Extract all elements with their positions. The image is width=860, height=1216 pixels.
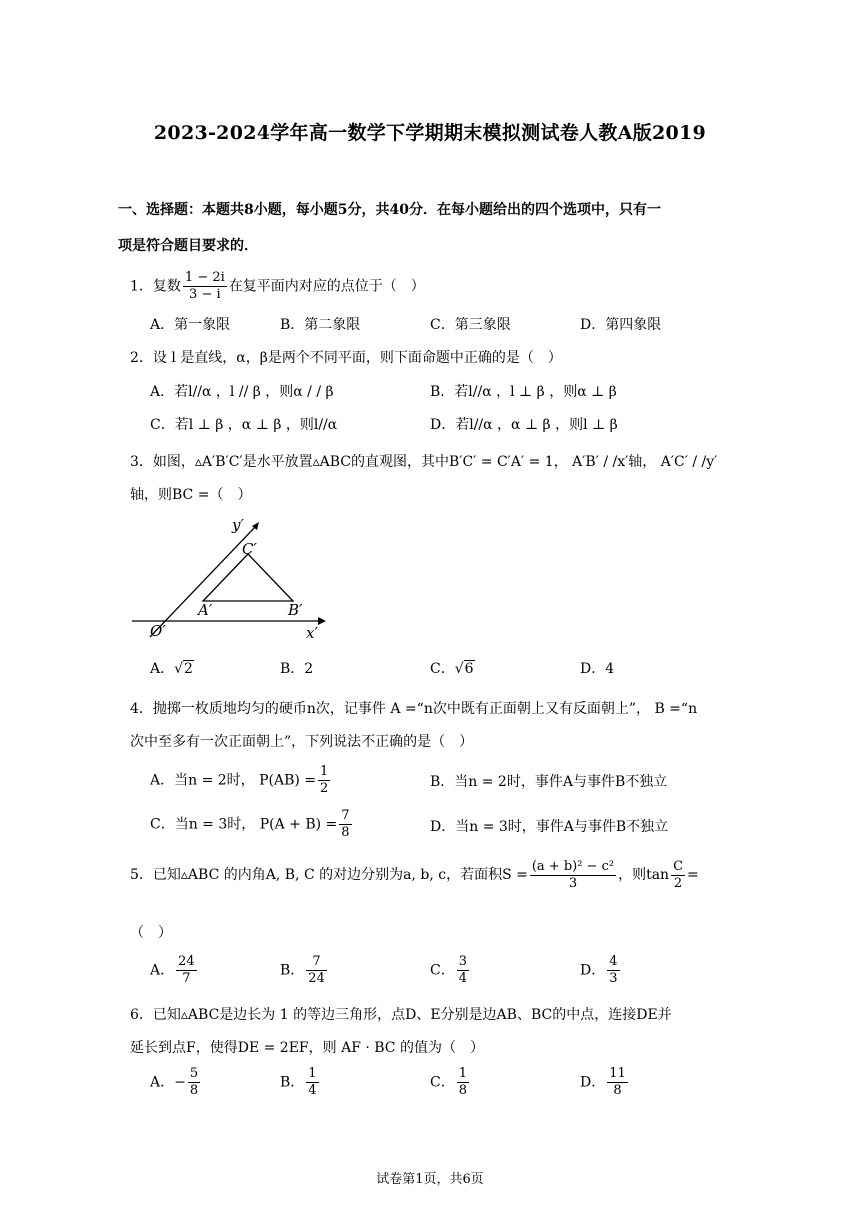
q1-frac-num: 1 − 2i [184,270,225,285]
q4-options-row1 [150,764,750,798]
label-b-prime: B′ [288,601,303,619]
question-5-paren: （ ） [130,925,172,941]
q6-option-d-fraction [607,1066,628,1099]
q6-option-a-num: 5 [189,1066,199,1081]
q5-option-b-num: 7 [306,954,327,971]
q5-option-c-label: C． [430,962,455,979]
question-3-line2: 轴，则BC =（ ） [130,487,252,503]
q3-option-c-label: C． [430,661,455,677]
q6-option-d-den: 8 [613,1083,622,1098]
x-axis-arrow [318,617,326,625]
page-title: 2023-2024学年高一数学下学期期末模拟测试卷人教A版2019 [153,122,707,144]
q5-option-a [150,954,199,987]
q5-option-a-fraction [176,954,197,987]
label-o-prime: O′ [150,622,166,640]
q4-option-c-text: C．当n = 3时， P(A + B) = [150,816,338,833]
page-footer: 试卷第1页，共6页 [376,1172,484,1187]
q6-option-a [150,1066,202,1099]
q6-options [150,1066,750,1102]
q2-option-a: A．若l//α ，l // β ，则α / / β [150,384,334,400]
q5-option-d-fraction [607,954,619,987]
triangle-abc-prime [203,554,293,601]
question-3-line1: 3．如图，▵A′B′C′是水平放置▵ABC的直观图，其中B′C′ = C′A′ = 1， A′B′ / /x′轴， A′C′ / /y′ [130,454,718,470]
q1-option-c: C．第三象限 [430,317,511,333]
q6-option-a-fraction [188,1066,200,1099]
q3-options [150,658,750,680]
q5-option-b-label: B． [280,962,305,979]
q5-area-fraction [530,859,616,892]
q4-option-a-text: A．当n = 2时， P(AB) = [150,772,317,789]
q6-option-c-den: 8 [458,1083,467,1098]
q3-option-a: A．√2 [150,661,193,677]
q3-option-a-label: A． [150,661,175,677]
q2-option-d: D．若l//α ，α ⊥ β ，则l ⊥ β [430,417,618,433]
q1-option-a: A．第一象限 [150,317,231,333]
q5-option-d-den: 3 [609,971,618,986]
q1-option-b: B．第二象限 [280,317,361,333]
q5-option-d-num: 4 [609,954,618,969]
q3-option-c: C．√6 [430,661,474,677]
q4-option-a-num: 1 [320,764,329,779]
q6-option-b-den: 4 [308,1083,317,1098]
q5-option-b-den: 24 [308,971,325,986]
q6-option-c-label: C． [430,1074,455,1091]
question-5 [130,858,750,892]
section-heading-line2: 项是符合题目要求的． [118,238,258,254]
q5-option-c [430,954,471,987]
q4-option-c-fraction [339,808,351,841]
q5-tan-fraction [671,859,685,892]
q4-option-a-den: 2 [320,781,329,796]
q3-option-b: B．2 [280,661,314,677]
label-y-prime: y′ [232,516,244,534]
q5-option-b [280,954,329,987]
q5-option-a-label: A． [150,962,175,979]
q6-option-b [280,1066,321,1099]
question-2: 2．设 l 是直线，α，β是两个不同平面，则下面命题中正确的是（ ） [130,350,562,366]
q4-option-a-fraction [318,764,330,797]
q6-option-d-num: 11 [609,1066,626,1081]
q6-option-c-fraction [457,1066,469,1099]
q5-option-d [580,954,622,987]
q1-fraction [183,270,227,303]
q2-options-row2 [150,414,750,434]
q2-option-c: C．若l ⊥ β ，α ⊥ β ，则l//α [150,417,338,433]
q6-option-b-num: 1 [308,1066,317,1081]
q5-equals: = [687,867,699,883]
q4-options-row2 [150,808,750,842]
q6-option-c [430,1066,471,1099]
q1-options [150,314,750,334]
label-x-prime: x′ [306,624,318,642]
q5-option-c-den: 4 [458,971,467,986]
q5-tan: ，则tan [618,867,670,883]
q3-option-d: D．4 [580,661,615,677]
q1-number: 1．复数 [130,278,181,295]
q4-option-c-num: 7 [341,808,350,823]
q1-option-d: D．第四象限 [580,317,662,333]
question-4-line1: 4．抛掷一枚质地均匀的硬币n次，记事件 A =“n次中既有正面朝上又有反面朝上”， B =“n [130,701,698,717]
q4-option-b: B．当n = 2时，事件A与事件B不独立 [430,774,668,790]
question-6-line1: 6．已知▵ABC是边长为 1 的等边三角形，点D、E分别是边AB、BC的中点，连接DE并 [130,1007,672,1023]
q4-option-c [150,808,354,841]
section-heading-line1: 一、选择题：本题共8小题，每小题5分，共40分．在每小题给出的四个选项中，只有一 [118,202,661,218]
q5-option-a-num: 24 [178,954,195,969]
q5-tan-den: 2 [673,875,683,891]
q2-option-b: B．若l//α ，l ⊥ β ，则α ⊥ β [430,384,617,400]
q3-option-c-radicand: 6 [464,661,474,677]
y-axis [150,526,256,637]
q6-option-a-den: 8 [189,1083,199,1098]
label-a-prime: A′ [198,601,213,619]
q6-option-a-label: A．− [150,1074,186,1091]
q5-area-num: (a + b)² − c² [531,858,615,874]
q5-option-b-fraction [306,954,327,987]
q1-stem-rest: 在复平面内对应的点位于（ ） [228,278,425,295]
q4-option-d: D．当n = 3时，事件A与事件B不独立 [430,819,669,835]
q2-options-row1 [150,381,750,401]
question-4-line2: 次中至多有一次正面朝上”，下列说法不正确的是（ ） [130,734,474,750]
q5-area-den: 3 [568,875,578,891]
q4-option-a [150,764,332,797]
q6-option-d-label: D． [580,1074,606,1091]
q6-option-b-label: B． [280,1074,305,1091]
q3-option-a-radicand: 2 [184,661,193,677]
q1-frac-den: 3 − i [189,287,221,302]
question-1 [130,270,750,303]
q4-option-c-den: 8 [341,825,350,840]
label-c-prime: C′ [242,540,257,558]
q5-option-a-den: 7 [182,971,191,986]
q5-options [150,954,750,990]
q5-tan-num: C [673,858,684,874]
q6-option-d [580,1066,630,1099]
q5-stem: 5．已知▵ABC 的内角A, B, C 的对边分别为a, b, c，若面积S = [130,867,528,883]
oblique-projection-figure [128,512,328,642]
question-6-line2: 延长到点F，使得DE = 2EF，则 AF · BC 的值为（ ） [130,1040,484,1056]
q5-option-c-num: 3 [458,954,467,969]
q6-option-b-fraction [306,1066,318,1099]
q5-option-d-label: D． [580,962,606,979]
q5-option-c-fraction [457,954,469,987]
q6-option-c-num: 1 [458,1066,467,1081]
